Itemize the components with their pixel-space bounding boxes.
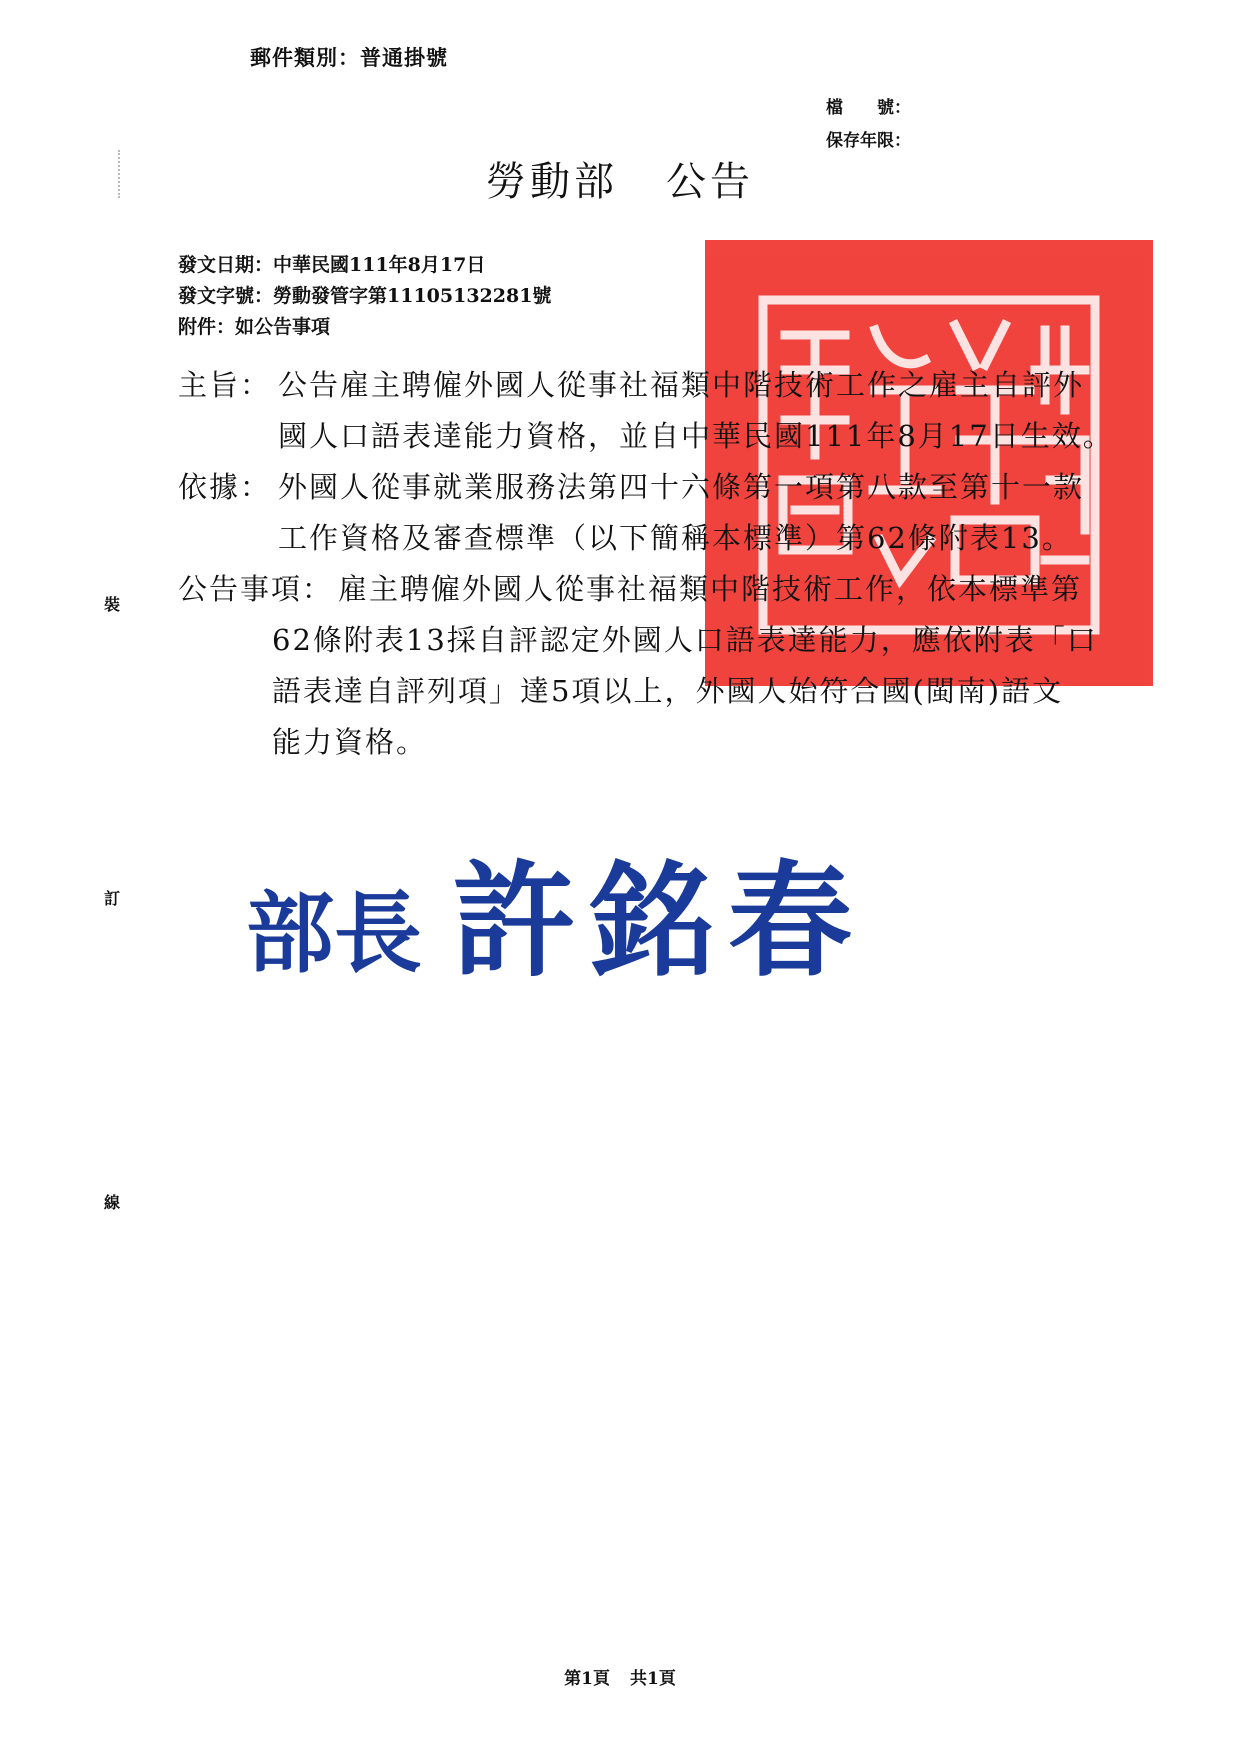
total-pages: 共1頁 — [630, 1669, 676, 1689]
issuing-organization: 勞動部 — [486, 159, 618, 205]
announcement-body — [178, 360, 1178, 768]
binding-mark-xian: 線 — [104, 1193, 121, 1212]
file-meta — [826, 92, 916, 158]
subject-line-2: 國人口語表達能力資格，並自中華民國111年8月17日生效。 — [278, 419, 1114, 453]
retention-label: 保存年限： — [826, 131, 911, 151]
page-title — [0, 150, 1240, 207]
matters-line-1: 雇主聘僱外國人從事社福類中階技術工作，依本標準第 — [338, 572, 1083, 606]
subject-line-1: 公告雇主聘僱外國人從事社福類中階技術工作之雇主自評外 — [278, 368, 1085, 402]
matters-paragraph — [178, 564, 1178, 768]
binding-mark-ding: 訂 — [104, 889, 121, 908]
matters-label: 公告事項： — [178, 572, 334, 606]
subject-label: 主旨： — [178, 368, 272, 402]
document-kind: 公告 — [666, 159, 754, 205]
page-number — [0, 1664, 1240, 1689]
basis-paragraph — [178, 462, 1178, 564]
reference-number: 發文字號：勞動發管字第11105132281號 — [178, 285, 552, 307]
file-number-label: 檔 號： — [826, 98, 911, 118]
subject-paragraph — [178, 360, 1178, 462]
matters-line-3: 語表達自評列項」達5項以上，外國人始符合國(閩南)語文 — [272, 674, 1064, 708]
issue-date: 發文日期：中華民國111年8月17日 — [178, 254, 486, 276]
current-page: 第1頁 — [564, 1669, 610, 1689]
file-number-row — [826, 92, 916, 125]
signature-role: 部長 — [246, 882, 423, 985]
attachment-note: 附件：如公告事項 — [178, 316, 331, 338]
mail-type: 郵件類別：普通掛號 — [250, 45, 448, 70]
basis-line-2: 工作資格及審查標準（以下簡稱本標準）第62條附表13。 — [278, 521, 1073, 555]
document-info — [178, 250, 551, 343]
binding-mark-zhuang: 裝 — [104, 595, 121, 614]
matters-line-2: 62條附表13採自評認定外國人口語表達能力，應依附表「口 — [272, 623, 1098, 657]
basis-line-1: 外國人從事就業服務法第四十六條第一項第八款至第十一款 — [278, 470, 1085, 504]
signature-name: 許銘春 — [452, 850, 867, 994]
minister-signature — [246, 822, 866, 1000]
matters-line-4: 能力資格。 — [272, 725, 428, 759]
basis-label: 依據： — [178, 470, 272, 504]
